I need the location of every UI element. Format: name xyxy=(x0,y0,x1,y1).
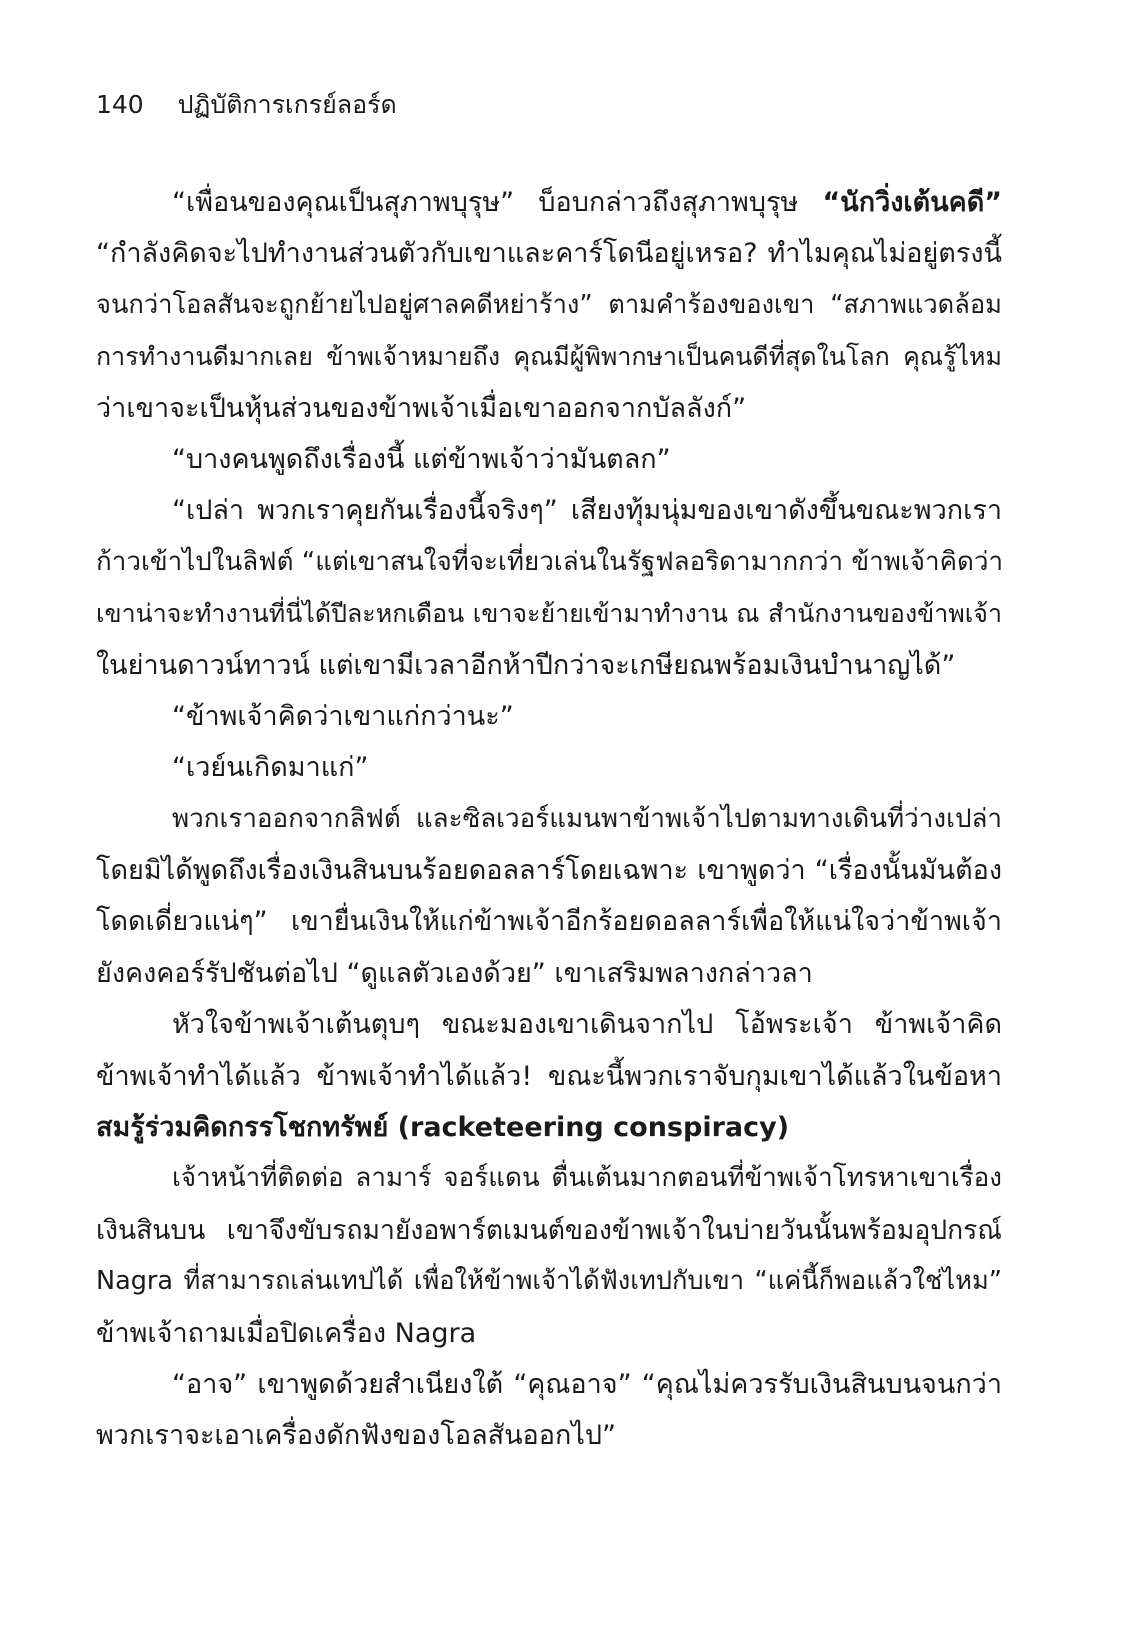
running-head xyxy=(96,88,397,122)
text-line xyxy=(96,691,1002,742)
text-segment: เจ้าหน้าที่ติดต่อ ลามาร์ จอร์แดน ตื่นเต้นมากตอนที่ข้าพเจ้าโทรหาเขาเรื่อง xyxy=(172,1163,1002,1194)
text-segment: โดยมิได้พูดถึงเรื่องเงินสินบนร้อยดอลลาร์โดยเฉพาะ เขาพูดว่า “เรื่องนั้นมันต้อง xyxy=(96,855,1002,887)
text-segment: ก้าวเข้าไปในลิฟต์ “แต่เขาสนใจที่จะเที่ยวเล่นในรัฐฟลอริดามากกว่า ข้าพเจ้าคิดว่า xyxy=(96,546,1004,577)
text-segment: “ข้าพเจ้าคิดว่าเขาแก่กว่านะ” xyxy=(172,700,514,732)
text-line xyxy=(96,588,1002,639)
text-line xyxy=(96,1205,1002,1256)
text-segment: “บางคนพูดถึงเรื่องนี้ แต่ข้าพเจ้าว่ามันตลก” xyxy=(172,443,671,475)
text-line xyxy=(96,640,1002,691)
text-line xyxy=(96,177,1002,228)
page-number: 140 xyxy=(96,90,144,119)
text-line xyxy=(96,896,1002,947)
text-line xyxy=(96,1153,1002,1204)
text-segment: Nagra ที่สามารถเล่นเทปได้ เพื่อให้ข้าพเจ้าได้ฟังเทปกับเขา “แค่นี้ก็พอแล้วใช่ไหม” xyxy=(96,1266,1002,1297)
text-segment: พวกเราจะเอาเครื่องดักฟังของโอลสันออกไป” xyxy=(96,1420,617,1452)
text-segment: “เพื่อนของคุณเป็นสุภาพบุรุษ” บ็อบกล่าวถึงสุภาพบุรุษ xyxy=(172,187,823,218)
text-segment: “อาจ” เขาพูดด้วยสำเนียงใต้ “คุณอาจ” “คุณไม่ควรรับเงินสินบนจนกว่า xyxy=(172,1368,1002,1400)
text-line xyxy=(96,331,1002,382)
text-segment: “เวย์นเกิดมาแก่” xyxy=(172,752,369,784)
text-line xyxy=(96,228,1002,279)
bold-text: สมรู้ร่วมคิดกรรโชกทรัพย์ (racketeering conspiracy) xyxy=(96,1112,790,1144)
book-title: ปฏิบัติการเกรย์ลอร์ด xyxy=(177,90,397,119)
text-line xyxy=(96,537,1002,588)
text-segment: ข้าพเจ้าทำได้แล้ว ข้าพเจ้าทำได้แล้ว! ขณะนี้พวกเราจับกุมเขาได้แล้วในข้อหา xyxy=(96,1060,1002,1092)
text-segment: จนกว่าโอลสันจะถูกย้ายไปอยู่ศาลคดีหย่าร้าง” ตามคำร้องของเขา “สภาพแวดล้อม xyxy=(96,289,1002,320)
text-line xyxy=(96,845,1002,896)
text-line xyxy=(96,434,1002,485)
text-segment: โดดเดี่ยวแน่ๆ” เขายื่นเงินให้แก่ข้าพเจ้าอีกร้อยดอลลาร์เพื่อให้แน่ใจว่าข้าพเจ้า xyxy=(96,906,1002,938)
text-segment: “กำลังคิดจะไปทำงานส่วนตัวกับเขาและคาร์โดนีอยู่เหรอ? ทำไมคุณไม่อยู่ตรงนี้ xyxy=(96,238,1002,270)
text-line xyxy=(96,1051,1002,1102)
text-line xyxy=(96,1308,1002,1359)
text-line xyxy=(96,999,1002,1050)
text-segment: ในย่านดาวน์ทาวน์ แต่เขามีเวลาอีกห้าปีกว่าจะเกษียณพร้อมเงินบำนาญได้” xyxy=(96,649,956,681)
text-line xyxy=(96,485,1002,536)
text-line xyxy=(96,280,1002,331)
bold-text: “นักวิ่งเต้นคดี” xyxy=(822,187,1002,218)
text-segment: เงินสินบน เขาจึงขับรถมายังอพาร์ตเมนต์ของข้าพเจ้าในบ่ายวันนั้นพร้อมอุปกรณ์ xyxy=(96,1214,1002,1246)
text-segment: หัวใจข้าพเจ้าเต้นตุบๆ ขณะมองเขาเดินจากไป โอ้พระเจ้า ข้าพเจ้าคิด xyxy=(172,1009,1002,1041)
text-line xyxy=(96,1256,1002,1307)
text-segment: “เปล่า พวกเราคุยกันเรื่องนี้จริงๆ” เสียงทุ้มนุ่มของเขาดังขึ้นขณะพวกเรา xyxy=(172,495,1002,527)
text-segment: การทำงานดีมากเลย ข้าพเจ้าหมายถึง คุณมีผู้พิพากษาเป็นคนดีที่สุดในโลก คุณรู้ไหม xyxy=(96,342,1002,372)
text-line xyxy=(96,1359,1002,1410)
text-segment: เขาน่าจะทำงานที่นี่ได้ปีละหกเดือน เขาจะย้ายเข้ามาทำงาน ณ สำนักงานของข้าพเจ้า xyxy=(96,599,1002,629)
text-segment: ข้าพเจ้าถามเมื่อปิดเครื่อง Nagra xyxy=(96,1317,477,1349)
text-line xyxy=(96,383,1002,434)
text-segment: ยังคงคอร์รัปชันต่อไป “ดูแลตัวเองด้วย” เขาเสริมพลางกล่าวลา xyxy=(96,957,813,989)
text-segment: พวกเราออกจากลิฟต์ และซิลเวอร์แมนพาข้าพเจ้าไปตามทางเดินที่ว่างเปล่า xyxy=(172,803,1002,834)
text-segment: ว่าเขาจะเป็นหุ้นส่วนของข้าพเจ้าเมื่อเขาออกจากบัลลังก์” xyxy=(96,392,747,424)
text-line xyxy=(96,742,1002,793)
text-line xyxy=(96,1102,1002,1153)
text-line xyxy=(96,948,1002,999)
text-line xyxy=(96,794,1002,845)
body-text xyxy=(96,177,1002,1462)
text-line xyxy=(96,1410,1002,1461)
